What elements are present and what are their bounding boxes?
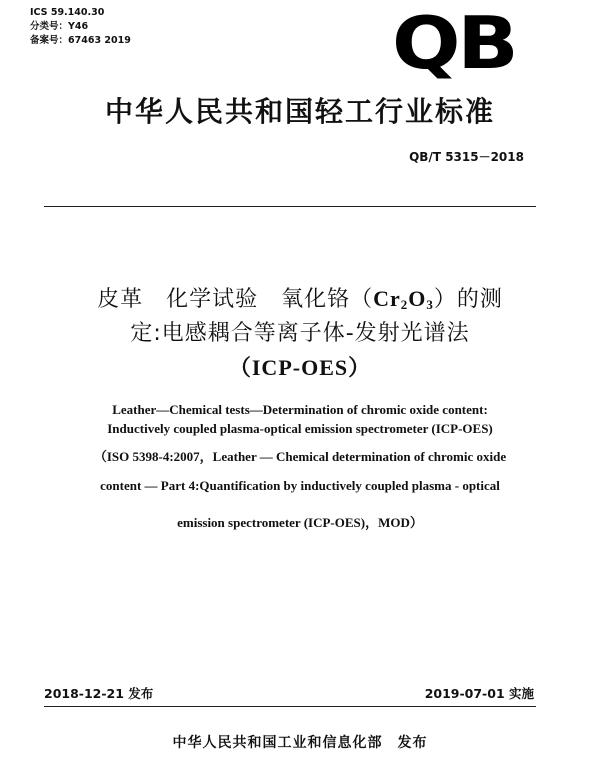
implementation-date: 2019-07-01 实施 [424,686,534,701]
ics-code: ICS 59.140.30 [30,7,105,18]
issue-date: 2018-12-21 发布 [44,686,154,701]
title-text: ）的测 [433,287,503,312]
classification-number: 分类号：Y46 [30,21,89,32]
standard-metadata [30,6,131,48]
title-text: 皮革 化学试验 氧化铬（ [97,287,374,312]
industry-standard-title: 中华人民共和国轻工行业标准 [104,95,495,128]
formula-subscript: 2 [400,297,409,312]
chinese-title-line-3: （ICP-OES） [228,355,372,380]
english-title-line-4: content — Part 4:Quantification by inductively coupled plasma - optical [100,478,500,493]
english-title-line-5: emission spectrometer (ICP-OES)，MOD） [177,515,423,530]
english-title-line-3: （ISO 5398-4:2007，Leather — Chemical determination of chromic oxide [93,449,507,464]
top-divider [44,206,536,207]
english-title-line-2: Inductively coupled plasma-optical emission spectrometer (ICP-OES) [107,421,493,436]
qb-logo: QB [392,1,516,85]
chemical-formula [373,286,434,311]
formula-element: Cr [373,286,401,311]
chinese-title-line-2: 定:电感耦合等离子体-发射光谱法 [130,321,470,346]
chinese-title [0,282,600,385]
record-number: 备案号：67463 2019 [30,35,131,46]
chinese-title-line-1 [0,282,600,317]
standard-number: QB/T 5315－2018 [409,150,524,164]
english-title-line-1: Leather—Chemical tests—Determination of chromic oxide content: [112,402,488,417]
issuing-authority: 中华人民共和国工业和信息化部 发布 [172,735,428,751]
formula-element: O [408,286,427,311]
formula-subscript: 3 [426,297,434,312]
bottom-divider [44,706,536,707]
